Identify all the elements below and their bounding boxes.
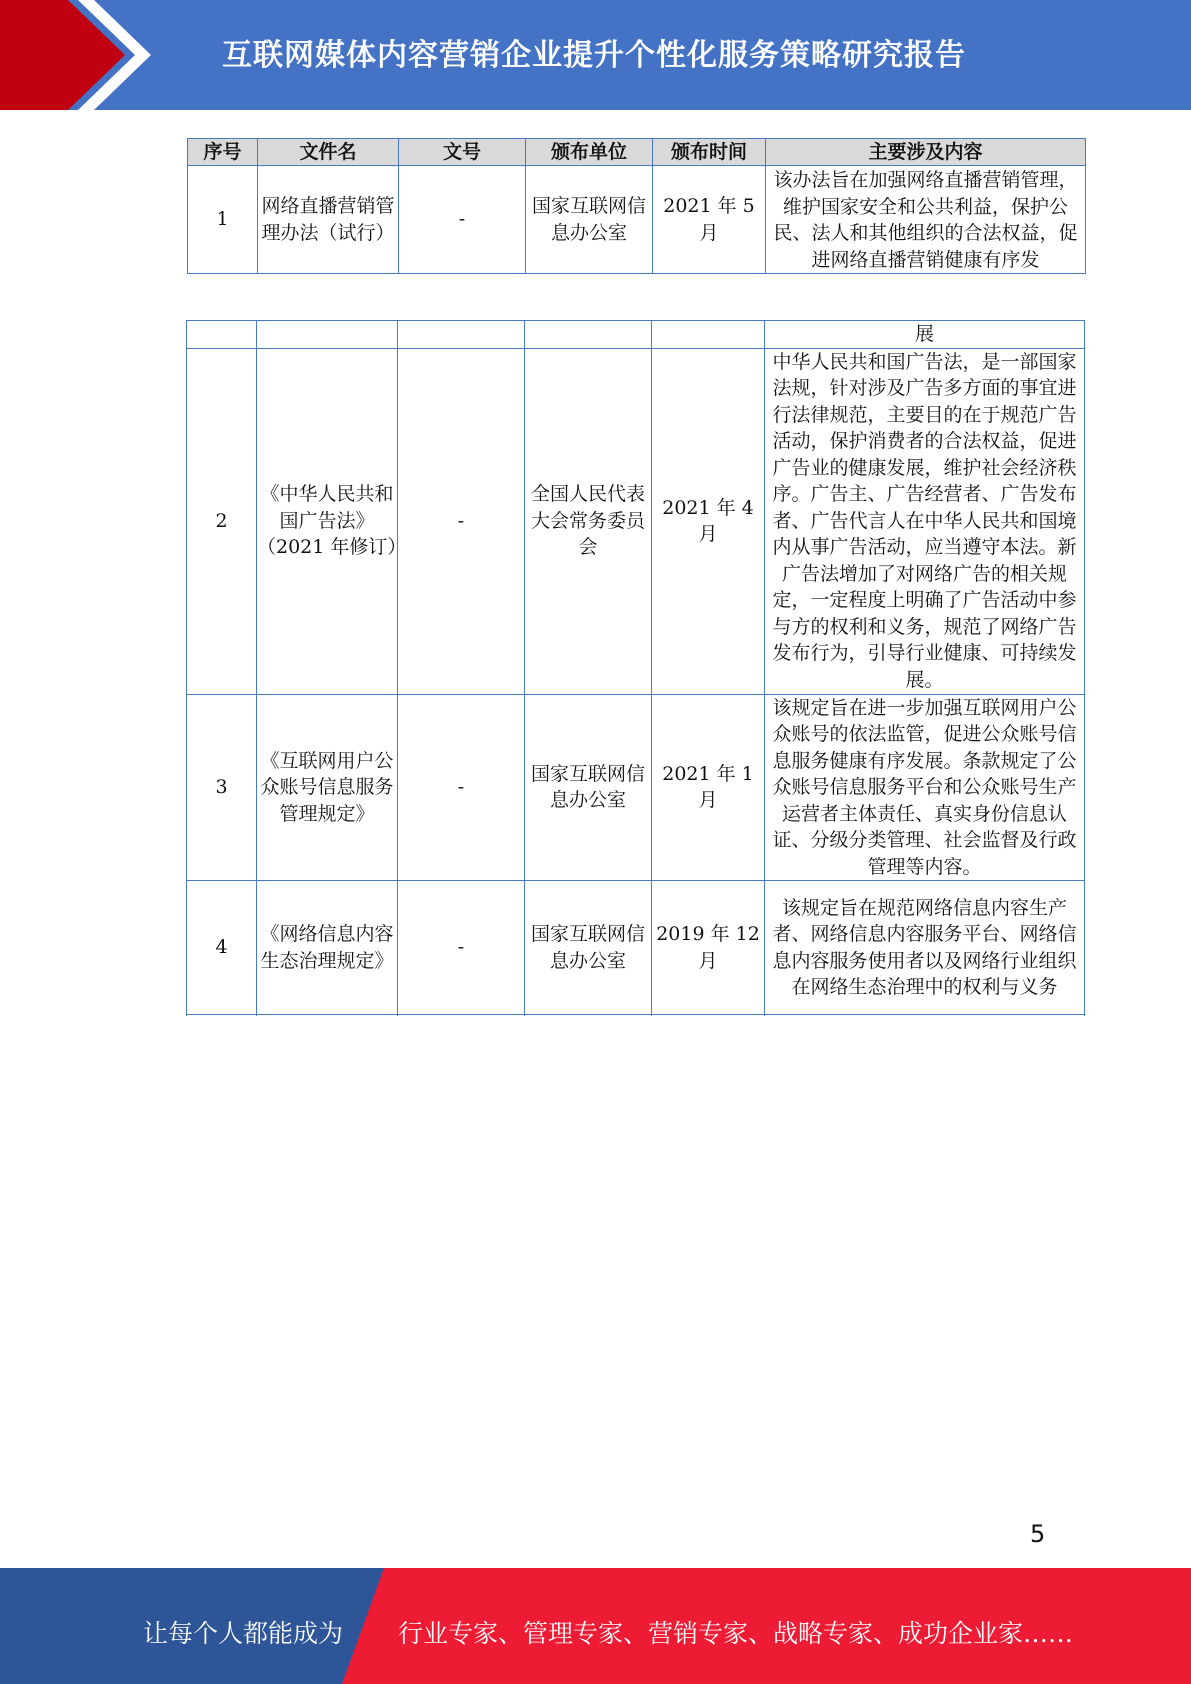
row-no: 3 bbox=[187, 694, 257, 881]
row-content: 中华人民共和国广告法，是一部国家法规，针对涉及广告多方面的事宜进行法律规范，主要目的在于规范广告活动，保护消费者的合法权益，促进广告业的健康发展，维护社会经济秩序。广告主、广告经营者、广告发布者、广告代言人在中华人民共和国境内从事广告活动，应当遵守本法。新广告法增加了对网络广告的相关规定，一定程度上明确了广告活动中参与方的权利和义务，规范了网络广告发布行为，引导行业健康、可持续发展。 bbox=[765, 348, 1085, 694]
table-row bbox=[188, 166, 1086, 274]
row-issuer: 国家互联网信息办公室 bbox=[526, 166, 653, 274]
row-doc-no: - bbox=[399, 166, 526, 274]
header-issuer: 颁布单位 bbox=[526, 139, 653, 166]
row-date: 2021 年 4 月 bbox=[652, 348, 765, 694]
table-row-cut-off bbox=[187, 1015, 1085, 1017]
page-number: 5 bbox=[1030, 1520, 1046, 1548]
header-date: 颁布时间 bbox=[653, 139, 766, 166]
row-issuer bbox=[525, 321, 652, 349]
row-issuer: 国家互联网信息办公室 bbox=[525, 694, 652, 881]
page-footer bbox=[0, 1568, 1191, 1684]
table-row bbox=[187, 694, 1085, 881]
row-file-name bbox=[257, 321, 398, 349]
row-file-name: 《互联网用户公众账号信息服务管理规定》 bbox=[257, 694, 398, 881]
row-date: 2019 年 12 月 bbox=[652, 881, 765, 1015]
row-no: 1 bbox=[188, 166, 258, 274]
row-file-name: 网络直播营销管理办法（试行） bbox=[258, 166, 399, 274]
row-doc-no: - bbox=[398, 881, 525, 1015]
row-content: 该规定旨在规范网络信息内容生产者、网络信息内容服务平台、网络信息内容服务使用者以及网络行业组织在网络生态治理中的权利与义务 bbox=[765, 881, 1085, 1015]
row-no: 2 bbox=[187, 348, 257, 694]
row-content: 展 bbox=[765, 321, 1085, 349]
row-no bbox=[187, 321, 257, 349]
header-title: 互联网媒体内容营销企业提升个性化服务策略研究报告 bbox=[222, 38, 966, 73]
table-part-2-viewport bbox=[184, 318, 1088, 1016]
header-arrow-decoration bbox=[0, 0, 160, 110]
regulations-table-part-2 bbox=[186, 320, 1085, 1016]
table-row bbox=[187, 348, 1085, 694]
row-date: 2021 年 5 月 bbox=[653, 166, 766, 274]
row-file-name: 《网络信息内容生态治理规定》 bbox=[257, 881, 398, 1015]
row-doc-no: - bbox=[398, 348, 525, 694]
footer-slogan-left: 让每个人都能成为 bbox=[143, 1619, 344, 1648]
page-header bbox=[0, 0, 1191, 110]
row-issuer: 全国人民代表大会常务委员会 bbox=[525, 348, 652, 694]
header-doc-no: 文号 bbox=[399, 139, 526, 166]
table-row-continued bbox=[187, 321, 1085, 349]
row-content bbox=[766, 166, 1086, 274]
header-file-name: 文件名 bbox=[258, 139, 399, 166]
header-no: 序号 bbox=[188, 139, 258, 166]
row-issuer: 国家互联网信息办公室 bbox=[525, 881, 652, 1015]
row-content: 该规定旨在进一步加强互联网用户公众账号的依法监管，促进公众账号信息服务健康有序发展。条款规定了公众账号信息服务平台和公众账号生产运营者主体责任、真实身份信息认证、分级分类管理、社会监督及行政管理等内容。 bbox=[765, 694, 1085, 881]
row-content-text: 该办法旨在加强网络直播营销管理，维护国家安全和公共利益，保护公民、法人和其他组织的合法权益，促进网络直播营销健康有序发 bbox=[773, 169, 1078, 271]
table-row bbox=[187, 881, 1085, 1015]
row-no: 4 bbox=[187, 881, 257, 1015]
footer-slogan-right: 行业专家、管理专家、营销专家、战略专家、成功企业家…… bbox=[398, 1619, 1074, 1648]
row-date bbox=[652, 321, 765, 349]
header-content: 主要涉及内容 bbox=[766, 139, 1086, 166]
regulations-table-part-1 bbox=[187, 138, 1086, 274]
row-doc-no: - bbox=[398, 694, 525, 881]
row-file-name: 《中华人民共和国广告法》（2021 年修订） bbox=[257, 348, 398, 694]
row-date: 2021 年 1 月 bbox=[652, 694, 765, 881]
row-doc-no bbox=[398, 321, 525, 349]
table-header-row bbox=[188, 139, 1086, 166]
